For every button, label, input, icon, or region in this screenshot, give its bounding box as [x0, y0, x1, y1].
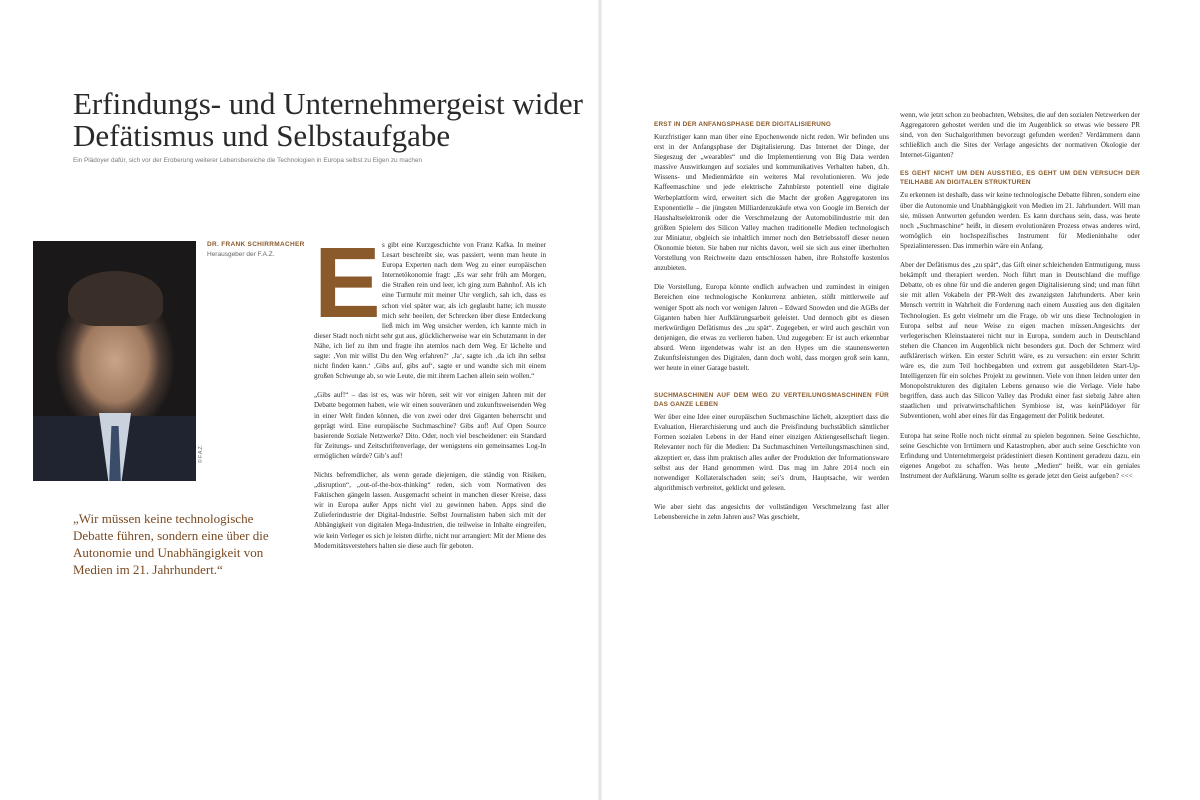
author-byline: [207, 241, 305, 258]
text-column-1: [314, 227, 546, 730]
article-title: Erfindungs- und Unternehmergeist wider Defätismus und Selbstaufgabe: [73, 86, 583, 153]
pull-quote: „Wir müssen keine technologische Debatte führen, sondern eine über die Autonomie und Unabhängigkeit von Medien im 21. Jahrhundert.“: [73, 511, 269, 577]
photo-hair-shape: [68, 271, 163, 326]
paragraph: „Gibs auf!“ – das ist es, was wir hören, seit wir vor einigen Jahren mit der Debatte begonnen haben, wie wir einen souveränen und zukunftsweisenden Weg in einer Welt finden können, die von zwei oder drei Giganten beherrscht und geprägt wird. Eine europäische Suchmaschine? Gibs auf! Auf Open Source basierende Soziale Netzwerke? Dito. Oder, noch viel bescheidener: ein Standard für Zeitungs- und Zeitschriftenverlage, der wenigstens ein gemeinsames Log-In ermöglichen würde? Gib’s auf!: [314, 391, 546, 460]
paragraph: Wer über eine Idee einer europäischen Suchmaschine lächelt, akzeptiert dass die Evaluation, Hierarchisierung und auch die Preisfindung buchstäblich sämtlicher Formen sozialen Lebens in der Hand einer einzigen Aktiengesellschaft liegen. Relevanter noch für die Medien: Da Suchmaschinen Verteilungsmaschinen sind, akzeptiert er, dass ihm praktisch alles außer der Produktion der Informationsware selbst aus der Hand genommen wird. Das mag im Jahre 2014 noch ein notwendiger Kollateralschaden sein; sei’s drum, Hauptsache, wir werden algorithmisch verbreitet, geklickt und gelesen.: [654, 413, 889, 492]
section-heading: ES GEHT NICHT UM DEN AUSSTIEG, ES GEHT UM DEN VERSUCH DER TEILHABE AN DIGITALEN STRUKTUREN: [900, 170, 1140, 187]
author-role: Herausgeber der F.A.Z.: [207, 251, 275, 258]
section-heading: ERST IN DER ANFANGSPHASE DER DIGITALISIERUNG: [654, 121, 832, 128]
text-column-2: [654, 120, 889, 720]
photo-credit: © F.A.Z.: [198, 444, 204, 463]
paragraph: Wie aber sieht das angesichts der vollständigen Verschmelzung fast aller Lebensbereiche in zehn Jahren aus? Was geschieht,: [654, 502, 889, 521]
paragraph: Zu erkennen ist deshalb, dass wir keine technologische Debatte führen, sondern eine über die Autonomie und Unabhängigkeit von Medien im 21. Jahrhundert. Will man sie, müssen Antworten gefunden werden. Es kann durchaus sein, dass, was heute noch „Suchmaschine“ heißt, in diesem evolutionären Prozess etwas anderes wird, womöglich ein hochspezifisches Instrument für Medieninhalte oder Spezialinteressen. Das immerhin wäre ein Anfang.: [900, 191, 1140, 250]
author-photo: [33, 241, 196, 481]
paragraph: Kurzfristiger kann man über eine Epochenwende nicht reden. Wir befinden uns erst in der Anfangsphase der Digitalisierung. Das Internet der Dinge, der Siegeszug der „wearables“ und die Implementierung von Big Data werden massive Auswirkungen auf soziales und kommunikatives Verhalten haben, d.h. Wissens- und Medienmärkte ein weiteres Mal revolutionieren. Wo jede Kaffeemaschine und jede elektrische Zahnbürste potentiell eine digitale Werbeplattform wird, erweitert sich die Macht der großen Aggregatoren ins Exponentielle – die jüngsten Milliardenzukäufe etwa von Google im Bereich der Haushaltselektronik oder die Verschmelzung der Automobilindustrie mit den größten Spielern des Silicon Valley machen traditionelle Medien technologisch zur Miniatur, obgleich sie inhaltlich immer noch den Betriebsstoff dieser neuen Ökonomie bieten. Sie haben nur nichts davon, weil sie sich aus einer überholten Vorstellung von Reichweite dazu entschlossen haben, ihre Rohstoffe kostenlos anzubieten.: [654, 133, 889, 273]
paragraph: Nichts befremdlicher, als wenn gerade diejenigen, die ständig von Risiken, „disruption“, „out-of-the-box-thinking“ reden, sich vom Normativen des Faktischen gängeln lassen. Ausgemacht scheint in manchen dieser Kreise, dass wir in Europa außer Apps nicht viel zu gewinnen haben. Apps sind die Zulieferindustrie der Digital-Industrie. Selbst Journalisten haben sich mit der Abhängigkeit von digitalen Mega-Industrien, die teilweise in Inhalte eingreifen, wie kein Verleger es sich je leisten dürfte, nicht nur arrangiert: Mit der Miene des Modernitätsverstehers halten sie diese auch für geboten.: [314, 470, 546, 550]
paragraph: Aber der Defätismus des „zu spät“, das Gift einer schleichenden Entmutigung, muss bekämpft und therapiert werden. Noch führt man in Deutschland die muffige Debatte, ob es ohne für und die anderen gegen Digitalisierung sind; und man führt sie mit allen Vokabeln der PR-Welt des zwanzigsten Jahrhunderts. Aber kein Mensch vertritt in Wahrheit die Forderung nach einem Ausstieg aus den digitalen Technologien. Es geht vielmehr um die Frage, ob wir uns diese Technologien in Europa selbst auf neue Weise zu eigen machen müssen.Angesichts der verlegerischen Kleinstaaterei nicht nur in Europa, sondern auch in Deutschland stehen die Chancen im Augenblick nicht besonders gut. Doch der Schmerz wird aufklärerisch wirken. Ein erster Schritt wäre, es zu versuchen: ein erster Schritt wäre es, die zum Teil hochbegabten und extrem gut ausgebildeten Start-Up-Intelligenzen für ein solches Projekt zu gewinnen. Viele von ihnen leiden unter den Monopolstrukturen des digitalen Lebens genauso wie die Verlage. Viele habe begriffen, dass auch das Silicon Valley das Produkt einer fast siebzig Jahre alten staatlichen und privatwirtschaftlichen Symbiose ist, was keinPlädoyer für Subventionen, wohl aber eines für das Engagement der Politik bedeutet.: [900, 261, 1140, 421]
article-subtitle: Ein Plädoyer dafür, sich vor der Eroberung weiterer Lebensbereiche die Technologien in Europa selbst zu Eigen zu machen: [73, 157, 423, 164]
author-name: DR. FRANK SCHIRRMACHER: [207, 241, 305, 248]
paragraph: s gibt eine Kurzgeschichte von Franz Kafka. In meiner Lesart beschreibt sie, was passiert, wenn man heute in Europa Experten nach dem Weg zu einer europäischen Internetökonomie fragt: „Es war sehr früh am Morgen, die Straßen rein und leer, ich ging zum Bahnhof. Als ich eine Turmuhr mit meiner Uhr verglich, sah ich, dass es schon viel später war, als ich geglaubt hatte; ich musste mich sehr beeilen, der Schrecken über diese Entdeckung ließ mich im Weg unsicher werden, ich kannte mich in dieser Stadt noch nicht sehr gut aus, glücklicherweise war ein Schutzmann in der Nähe, ich lief zu ihm und fragte ihn atemlos nach dem Weg. Er lächelte und sagte: ‚Von mir willst Du den Weg erfahren?‘ ‚Ja‘, sagte ich ‚da ich ihn selbst nicht finden kann.‘ ‚Gibs auf, gibs auf‘, sagte er und wandte sich mit einem großen Schwunge ab, so wie Leute, die mit ihrem Lachen allein sein wollen.“: [314, 241, 546, 381]
paragraph: Die Vorstellung, Europa könnte endlich aufwachen und zumindest in einigen Bereichen eine technologische Konkurrenz anbieten, stößt mittlerweile auf weniger Spott als noch vor wenigen Jahren – Edward Snowden und die AGBs der Giganten haben hier Aufklärungsarbeit geleistet. Und dennoch gibt es diesen merkwürdigen Defätismus des „zu spät“. Zugegeben, er wird auch geschürt von denjenigen, die etwas zu verlieren haben. Und zugegeben: Er ist auch erkennbar absurd. Wenn irgendetwas wahr ist an den Hypes um die staunenswerten Zukunftsleistungen des Digitalen, dann doch wohl, dass morgen groß sein kann, wer heute in einer Garage bastelt.: [654, 283, 889, 373]
text-column-3: [900, 110, 1140, 730]
section-heading: SUCHMASCHINEN AUF DEM WEG ZU VERTEILUNGSMASCHINEN FÜR DAS GANZE LEBEN: [654, 392, 889, 409]
paragraph: Europa hat seine Rolle noch nicht einmal zu spielen begonnen. Seine Geschichte, seine Geschichte von Irrtümern und Katastrophen, aber auch seine Geschichte von Erfindung und Unternehmergeist prädestiniert diesen Kontinent geradezu dazu, ein eigenes Angebot zu schaffen. Was heute „Medien“ heißt, war ein geniales Instrument der Aufklärung. Warum sollte es gerade jetzt den Geist aufgeben? <<<: [900, 431, 1140, 480]
drop-cap: E: [314, 227, 381, 339]
paragraph: wenn, wie jetzt schon zu beobachten, Websites, die auf den sozialen Netzwerken der Aggregatoren gehostet werden und die im Augenblick so etwas wie bessere PR sind, von den Suchalgorithmen bevorzugt gefunden werden? Verdämmern dann schließlich auch die Sites der Verlage angesichts der normativen Ökologie der Internet-Giganten?: [900, 111, 1140, 160]
page-gutter: [598, 0, 602, 800]
